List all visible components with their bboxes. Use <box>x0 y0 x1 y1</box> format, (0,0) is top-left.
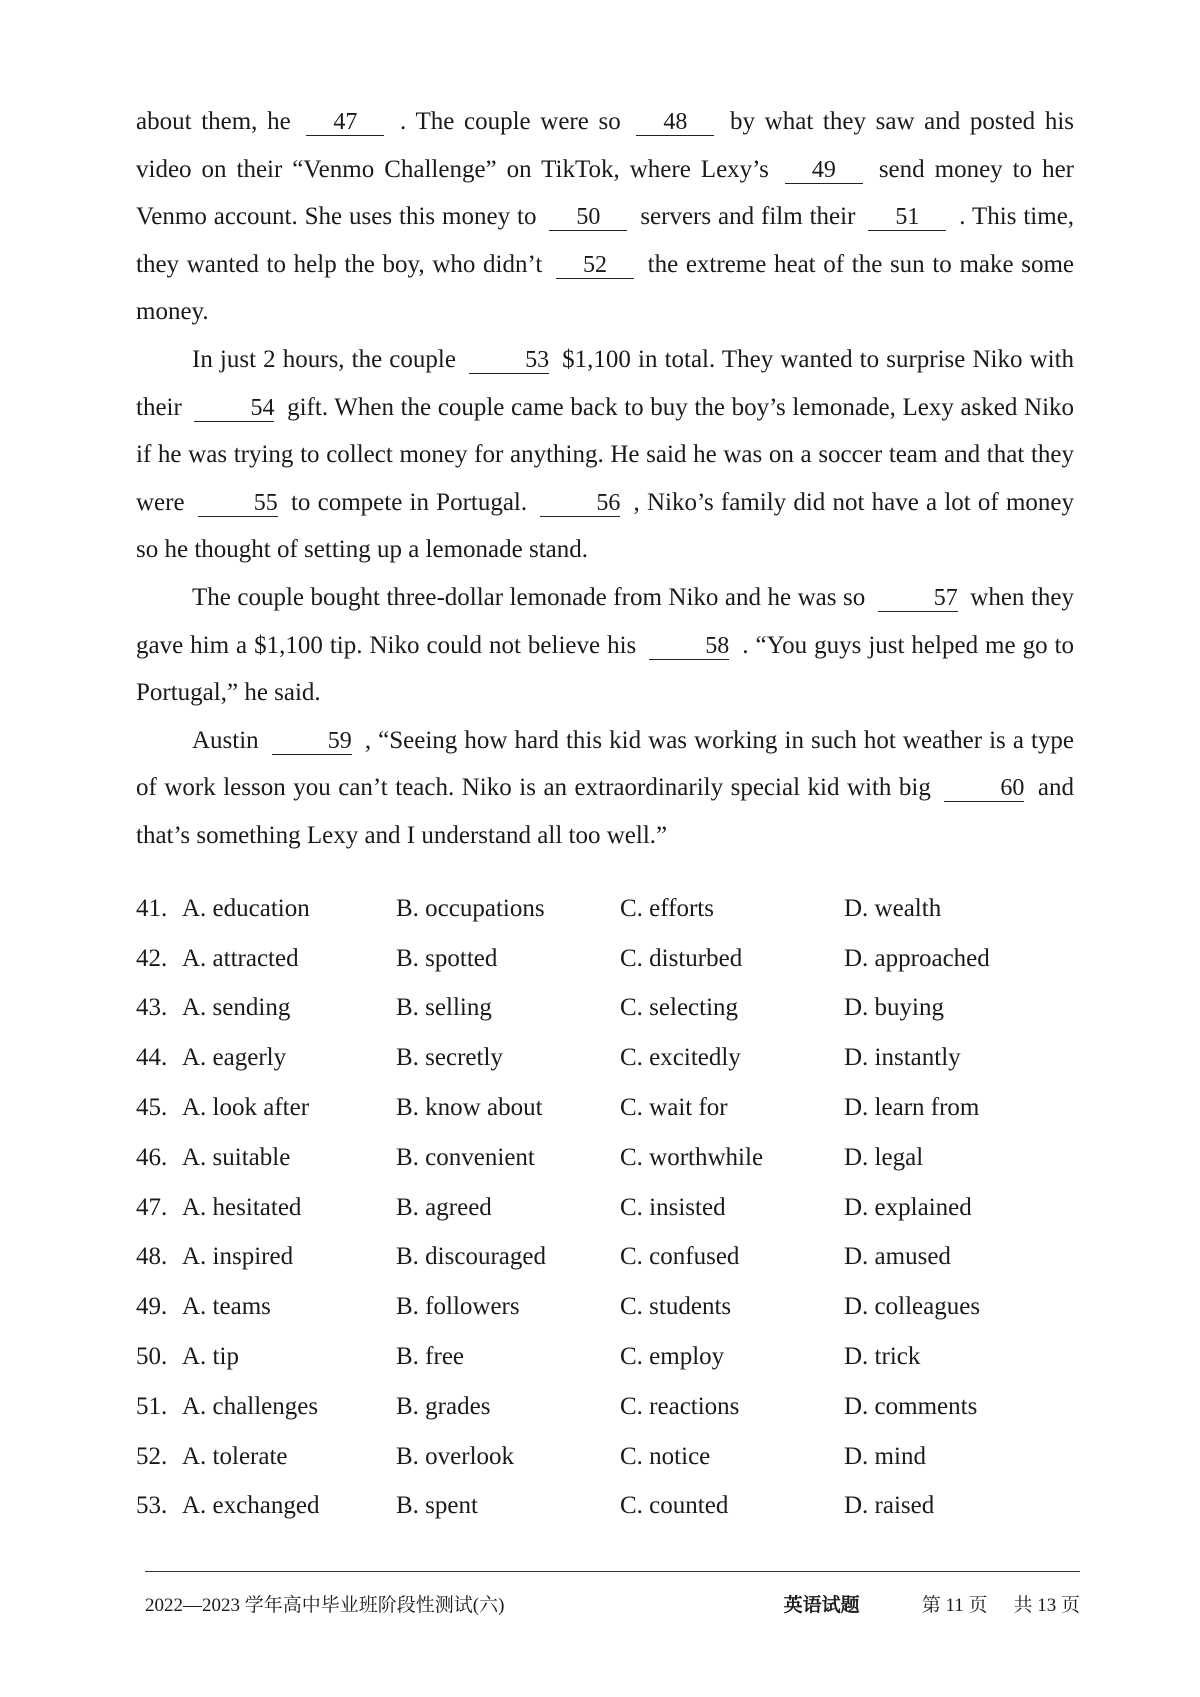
answer-blank: 47 <box>306 109 384 136</box>
option-d: D. amused <box>844 1243 951 1271</box>
passage-text: . This time, they wanted to help the boy, who didn’t <box>136 203 1075 278</box>
option-c: C. disturbed <box>620 944 743 972</box>
passage-paragraph <box>136 98 1074 336</box>
option-b: B. selling <box>396 994 492 1022</box>
passage-text: gift. When the couple came back to buy the boy’s lemonade, Lexy asked Niko if he was trying to collect money for anything. He said he was on a soccer team and that they were <box>136 393 1075 516</box>
passage-text: the extreme heat of the sun to make some money. <box>136 250 1075 326</box>
answer-blank: 57 <box>878 585 958 612</box>
option-b: B. convenient <box>396 1143 535 1171</box>
option-c: C. reactions <box>620 1392 740 1420</box>
answer-blank: 48 <box>636 109 714 136</box>
answer-blank: 56 <box>540 490 620 517</box>
option-row <box>136 934 1076 984</box>
option-b: B. spotted <box>396 944 498 972</box>
answer-blank: 59 <box>272 728 352 755</box>
option-row <box>136 1033 1076 1083</box>
footer-divider <box>145 1571 1080 1572</box>
option-row <box>136 1282 1076 1332</box>
page-number: 第 11 页 <box>921 1595 988 1616</box>
option-c: C. insisted <box>620 1193 726 1221</box>
option-c: C. notice <box>620 1442 711 1470</box>
passage-text: , Niko’s family did not have a lot of money so he thought of setting up a lemonade stand. <box>136 488 1074 564</box>
option-b: B. know about <box>396 1094 543 1122</box>
option-b: B. spent <box>396 1492 478 1520</box>
passage-text: Austin <box>192 726 259 754</box>
subject-label: 英语试题 <box>783 1595 860 1616</box>
question-number: 48. <box>136 1243 168 1271</box>
option-d: D. learn from <box>844 1094 980 1122</box>
option-row <box>136 884 1076 934</box>
question-number: 45. <box>136 1094 168 1122</box>
option-d: D. approached <box>844 944 990 972</box>
option-c: C. employ <box>620 1343 725 1371</box>
answer-blank: 55 <box>198 490 278 517</box>
option-a: A. sending <box>182 994 291 1022</box>
question-number: 43. <box>136 994 168 1022</box>
passage-text: . The couple were so <box>400 108 621 135</box>
passage-text: to compete in Portugal. <box>290 488 528 516</box>
option-row <box>136 1133 1076 1183</box>
option-c: C. worthwhile <box>620 1143 764 1171</box>
question-number: 53. <box>136 1492 168 1520</box>
passage-text: when they gave him a $1,100 tip. Niko could not believe his <box>136 583 1074 659</box>
option-c: C. students <box>620 1293 732 1321</box>
option-c: C. confused <box>620 1243 740 1271</box>
cloze-passage <box>136 98 1074 860</box>
option-row <box>136 1432 1076 1482</box>
passage-text: , “Seeing how hard this kid was working in such hot weather is a type of work lesson you can’t teach. Niko is an extraordinarily special kid with big <box>136 726 1075 802</box>
option-c: C. counted <box>620 1492 729 1520</box>
option-b: B. discouraged <box>396 1243 546 1271</box>
option-c: C. selecting <box>620 994 739 1022</box>
question-number: 50. <box>136 1343 168 1371</box>
option-c: C. wait for <box>620 1094 728 1122</box>
option-d: D. colleagues <box>844 1293 981 1321</box>
option-d: D. buying <box>844 994 944 1022</box>
answer-blank: 53 <box>469 347 549 374</box>
option-a: A. challenges <box>182 1392 319 1420</box>
answer-options-list <box>136 884 1076 1531</box>
option-c: C. excitedly <box>620 1044 741 1072</box>
option-row <box>136 1083 1076 1133</box>
option-a: A. eagerly <box>182 1044 287 1072</box>
passage-text: send money to her Venmo account. She uses this money to <box>136 155 1075 231</box>
option-d: D. raised <box>844 1492 935 1520</box>
answer-blank: 51 <box>868 204 946 231</box>
page-footer <box>145 1590 1080 1617</box>
passage-text: about them, he <box>136 108 291 135</box>
option-b: B. followers <box>396 1293 520 1321</box>
option-row <box>136 1332 1076 1382</box>
question-number: 42. <box>136 944 168 972</box>
option-a: A. tip <box>182 1343 239 1371</box>
option-a: A. tolerate <box>182 1442 288 1470</box>
option-b: B. secretly <box>396 1044 503 1072</box>
passage-text: . “You guys just helped me go to Portugal,” he said. <box>136 631 1075 707</box>
option-b: B. grades <box>396 1392 491 1420</box>
option-b: B. occupations <box>396 894 545 922</box>
question-number: 49. <box>136 1293 168 1321</box>
question-number: 44. <box>136 1044 168 1072</box>
option-b: B. overlook <box>396 1442 515 1470</box>
option-a: A. hesitated <box>182 1193 302 1221</box>
answer-blank: 50 <box>549 204 627 231</box>
option-b: B. agreed <box>396 1193 492 1221</box>
question-number: 52. <box>136 1442 168 1470</box>
answer-blank: 60 <box>944 775 1024 802</box>
question-number: 51. <box>136 1392 168 1420</box>
page-total: 共 13 页 <box>1013 1595 1080 1616</box>
passage-paragraph <box>136 574 1074 717</box>
option-d: D. comments <box>844 1392 978 1420</box>
option-a: A. inspired <box>182 1243 294 1271</box>
option-row <box>136 1382 1076 1432</box>
passage-text: $1,100 in total. They wanted to surprise Niko with their <box>136 345 1075 421</box>
option-c: C. efforts <box>620 894 714 922</box>
passage-paragraph <box>136 717 1074 860</box>
passage-text: In just 2 hours, the couple <box>192 345 456 373</box>
option-d: D. instantly <box>844 1044 961 1072</box>
option-d: D. trick <box>844 1343 921 1371</box>
passage-text: servers and film their <box>640 203 856 231</box>
option-d: D. wealth <box>844 894 942 922</box>
option-d: D. mind <box>844 1442 926 1470</box>
option-row <box>136 1183 1076 1233</box>
option-row <box>136 984 1076 1034</box>
question-number: 46. <box>136 1143 168 1171</box>
answer-blank: 52 <box>556 252 634 279</box>
answer-blank: 49 <box>785 157 863 184</box>
question-number: 41. <box>136 894 168 922</box>
option-a: A. education <box>182 894 310 922</box>
passage-text: by what they saw and posted his video on their “Venmo Challenge” on TikTok, where Lexy’s <box>136 108 1075 183</box>
answer-blank: 58 <box>649 633 729 660</box>
option-a: A. look after <box>182 1094 310 1122</box>
passage-text: The couple bought three-dollar lemonade from Niko and he was so <box>192 583 866 611</box>
passage-text: and that’s something Lexy and I understand all too well.” <box>136 774 1075 849</box>
option-row <box>136 1482 1076 1532</box>
option-a: A. attracted <box>182 944 299 972</box>
passage-paragraph <box>136 336 1074 574</box>
option-row <box>136 1233 1076 1283</box>
option-a: A. exchanged <box>182 1492 320 1520</box>
option-d: D. legal <box>844 1143 924 1171</box>
option-a: A. teams <box>182 1293 271 1321</box>
exam-title: 2022—2023 学年高中毕业班阶段性测试(六) <box>145 1595 505 1616</box>
option-b: B. free <box>396 1343 465 1371</box>
question-number: 47. <box>136 1193 168 1221</box>
option-d: D. explained <box>844 1193 972 1221</box>
answer-blank: 54 <box>194 395 274 422</box>
option-a: A. suitable <box>182 1143 291 1171</box>
